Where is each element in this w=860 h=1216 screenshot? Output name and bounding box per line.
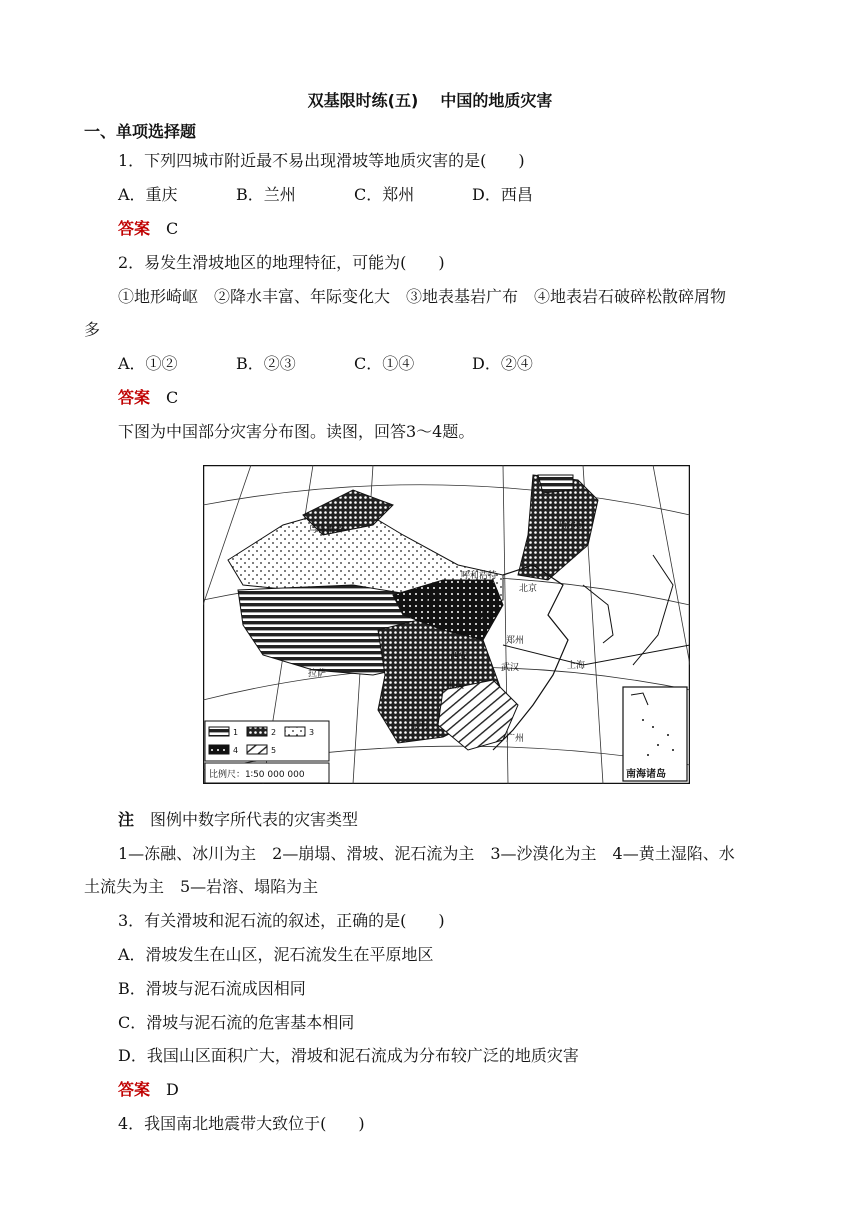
city-label: 昆明 [410, 721, 429, 731]
city-label: 武汉 [501, 663, 520, 673]
q1-option-b: B．兰州 [236, 185, 296, 204]
q2-answer [118, 388, 860, 408]
city-label: 呼和浩特 [461, 571, 498, 581]
city-label: 西安 [450, 652, 469, 662]
answer-value: D [166, 1080, 179, 1099]
q3-option-a: A．滑坡发生在山区，泥石流发生在平原地区 [118, 945, 434, 964]
answer-label: 答案 [118, 1080, 151, 1099]
south-sea-inset [623, 687, 687, 781]
answer-value: C [166, 219, 179, 238]
q4-stem: 4．我国南北地震带大致位于( ) [118, 1114, 365, 1133]
city-label: 乌鲁木齐 [308, 525, 345, 535]
q1-answer [118, 219, 860, 239]
q2-option-d: D．②④ [472, 354, 533, 373]
q2-statements: ①地形崎岖 ②降水丰富、年际变化大 ③地表基岩广布 ④地表岩石破碎松散碎屑物 [118, 287, 727, 306]
q1-option-d: D．西昌 [472, 185, 533, 204]
q2-option-a: A．①② [118, 354, 178, 373]
map-legend [205, 721, 329, 783]
answer-value: C [166, 388, 179, 407]
title-main: 双基限时练(五) [307, 91, 419, 110]
q1-option-c: C．郑州 [354, 185, 415, 204]
city-label: 太原 [478, 612, 497, 622]
title-sub: 中国的地质灾害 [440, 91, 553, 110]
zone-1-north [538, 475, 573, 493]
legend-note [118, 810, 860, 830]
q1-options [118, 185, 860, 205]
q1-option-a: A．重庆 [118, 185, 178, 204]
q2-option-b: B．②③ [236, 354, 296, 373]
svg-text:4: 4 [233, 746, 239, 755]
q2-options [118, 354, 860, 374]
q3-option-b: B．滑坡与泥石流成因相同 [118, 979, 306, 998]
section-heading: 一、单项选择题 [84, 122, 197, 141]
city-label: 广州 [506, 734, 525, 744]
note-text: 图例中数字所代表的灾害类型 [150, 810, 359, 829]
map-scale: 比例尺：1∶50 000 000 [209, 770, 305, 780]
svg-text:南海诸岛: 南海诸岛 [626, 769, 666, 780]
city-label: 银川 [423, 594, 442, 604]
q2-statements-cont: 多 [84, 320, 101, 339]
svg-text:2: 2 [271, 728, 277, 737]
city-label: 哈尔滨 [558, 521, 586, 531]
q3-option-d: D．我国山区面积广大，滑坡和泥石流成为分布较广泛的地质灾害 [118, 1046, 579, 1065]
note-line-2: 土流失为主 5—岩溶、塌陷为主 [84, 877, 319, 896]
q2-option-c: C．①④ [354, 354, 415, 373]
page-title [0, 88, 860, 111]
city-label: 上海 [567, 661, 586, 671]
city-label: 重庆 [446, 681, 465, 691]
q1-stem: 1．下列四城市附近最不易出现滑坡等地质灾害的是( ) [118, 151, 525, 170]
city-label: 北京 [519, 584, 538, 594]
note-line-1: 1—冻融、冰川为主 2—崩塌、滑坡、泥石流为主 3—沙漠化为主 4—黄土湿陷、水 [118, 844, 735, 863]
q3-option-c: C．滑坡与泥石流的危害基本相同 [118, 1013, 355, 1032]
q2-stem: 2．易发生滑坡地区的地理特征，可能为( ) [118, 253, 445, 272]
q3-stem: 3．有关滑坡和泥石流的叙述，正确的是( ) [118, 911, 445, 930]
note-label: 注 [118, 810, 135, 829]
svg-text:1: 1 [233, 728, 239, 737]
svg-text:5: 5 [271, 746, 277, 755]
answer-label: 答案 [118, 388, 151, 407]
svg-text:3: 3 [309, 728, 315, 737]
map-intro: 下图为中国部分灾害分布图。读图，回答3～4题。 [118, 422, 475, 441]
city-label: 拉萨 [308, 669, 327, 679]
city-label: 郑州 [506, 636, 525, 646]
disaster-map [203, 465, 690, 784]
answer-label: 答案 [118, 219, 151, 238]
q3-answer [118, 1080, 860, 1100]
